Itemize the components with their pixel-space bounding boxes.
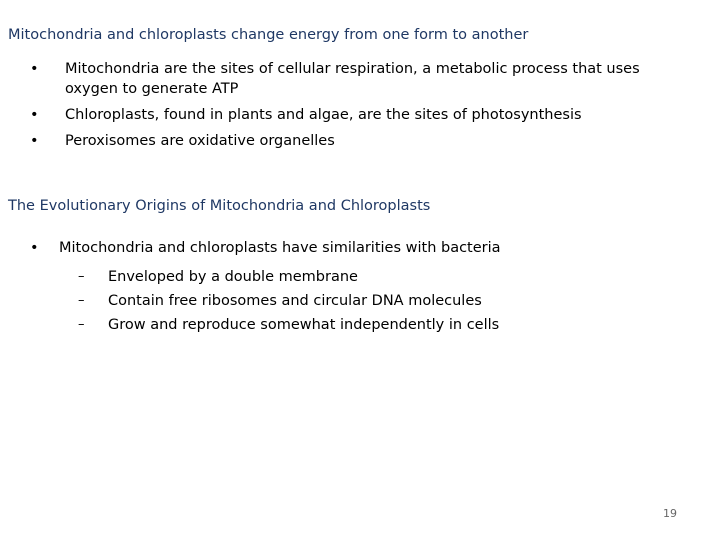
bullet-item [30,105,670,125]
section-2-bullet-list [30,238,670,264]
sub-bullet-text: Grow and reproduce somewhat independently in cells [108,317,500,333]
bullet-icon: • [30,133,39,149]
sub-bullet-item [78,289,499,313]
section-2-sub-bullet-list [78,265,499,337]
bullet-item [30,59,670,99]
bullet-text: Mitochondria and chloroplasts have similarities with bacteria [59,240,501,256]
dash-icon: – [78,293,85,308]
bullet-icon: • [30,240,39,256]
section-1-bullet-list [30,59,670,157]
dash-icon: – [78,317,85,332]
section-1-heading: Mitochondria and chloroplasts change energy from one form to another [8,27,529,43]
bullet-item [30,238,670,258]
page-number: 19 [663,507,677,520]
sub-bullet-item [78,313,499,337]
bullet-text: Mitochondria are the sites of cellular respiration, a metabolic process that uses oxygen to generate ATP [65,61,640,97]
sub-bullet-item [78,265,499,289]
sub-bullet-text: Contain free ribosomes and circular DNA molecules [108,293,482,309]
bullet-item [30,131,670,151]
section-2-heading: The Evolutionary Origins of Mitochondria and Chloroplasts [8,198,431,214]
dash-icon: – [78,269,85,284]
sub-bullet-text: Enveloped by a double membrane [108,269,358,285]
bullet-icon: • [30,61,39,77]
bullet-icon: • [30,107,39,123]
bullet-text: Chloroplasts, found in plants and algae, are the sites of photosynthesis [65,107,582,123]
bullet-text: Peroxisomes are oxidative organelles [65,133,335,149]
